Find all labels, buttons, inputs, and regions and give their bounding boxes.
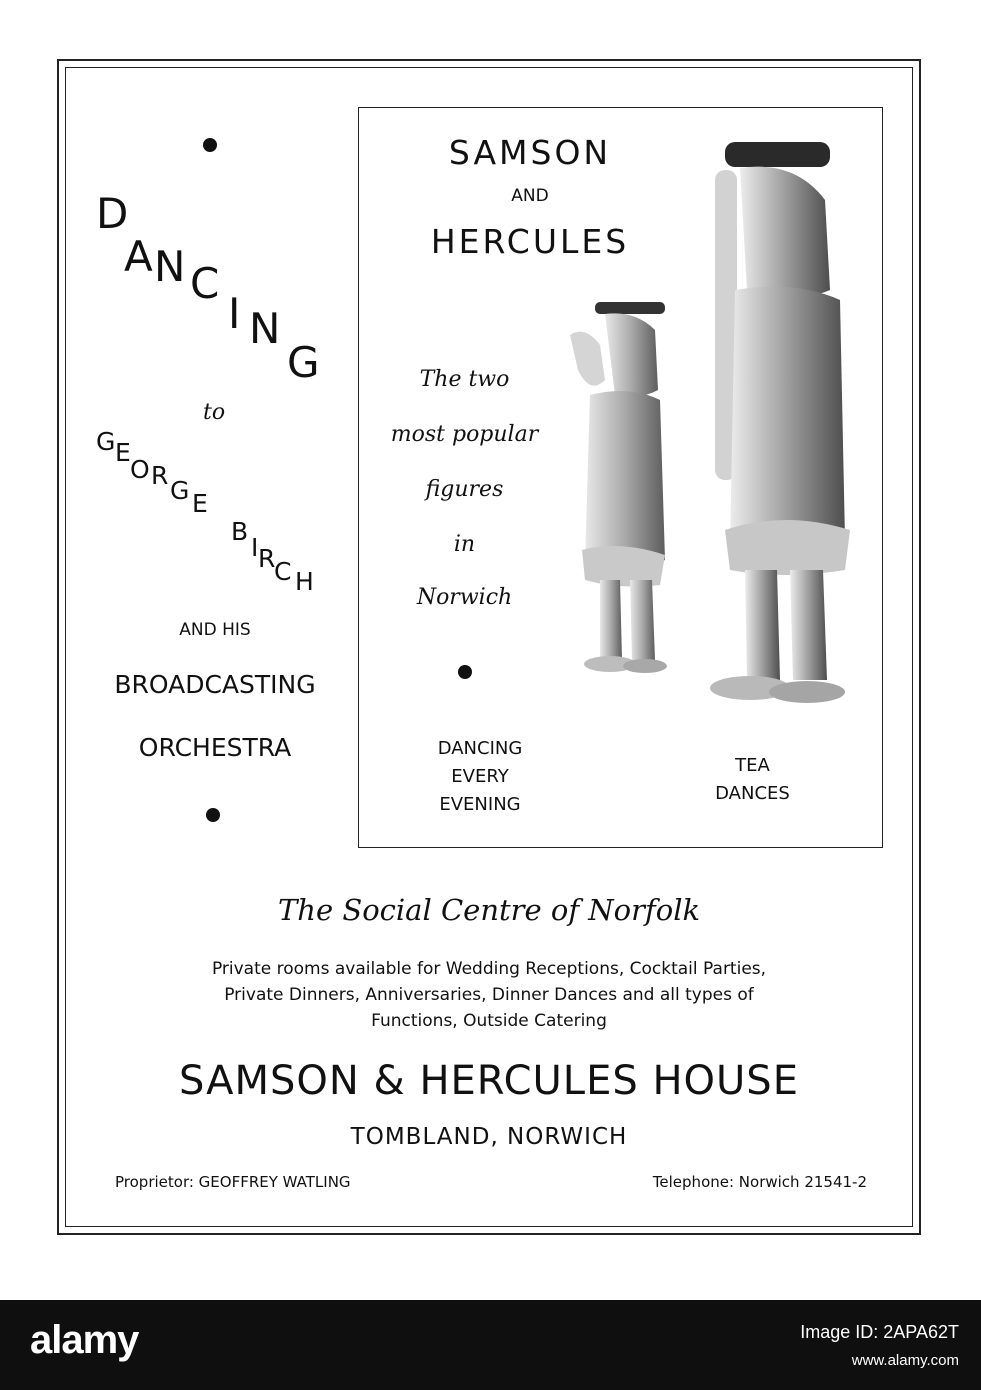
bullet-dot	[203, 138, 217, 152]
to-label: to	[203, 400, 226, 425]
dancing-letter: N	[154, 242, 186, 291]
bullet-dot	[458, 665, 472, 679]
alamy-logo: alamy	[30, 1318, 139, 1362]
dancing-letter: I	[228, 289, 241, 338]
house-name: SAMSON & HERCULES HOUSE	[179, 1058, 799, 1104]
george-letter: G	[170, 476, 190, 505]
dancing-letter: G	[287, 338, 320, 387]
and-his-label: AND HIS	[179, 620, 251, 640]
george-letter: E	[115, 438, 131, 467]
tea-dances-line: TEA	[735, 755, 770, 776]
dancing-every-evening-line: EVERY	[451, 766, 509, 787]
birch-letter: B	[231, 517, 249, 546]
box-title-and: AND	[511, 186, 549, 206]
telephone: Telephone: Norwich 21541-2	[652, 1173, 867, 1191]
box-title-hercules: HERCULES	[430, 222, 630, 261]
george-letter: R	[151, 461, 169, 490]
address: TOMBLAND, NORWICH	[350, 1124, 628, 1150]
george-letter: E	[192, 489, 208, 518]
tagline-line: in	[453, 532, 476, 557]
tagline-line: most popular	[390, 422, 539, 447]
dancing-letter: C	[190, 259, 220, 308]
site-url: www.alamy.com	[851, 1352, 959, 1369]
image-id: Image ID: 2APA62T	[800, 1322, 959, 1342]
samson-statue-image	[560, 300, 680, 675]
tagline-line: Norwich	[416, 585, 513, 610]
body-line: Functions, Outside Catering	[371, 1011, 607, 1031]
box-title-samson: SAMSON	[448, 133, 612, 172]
tea-dances-line: DANCES	[715, 783, 790, 804]
dancing-letter: N	[249, 304, 281, 353]
dancing-letter: A	[124, 232, 153, 281]
dancing-every-evening-line: DANCING	[437, 738, 523, 759]
george-letter: O	[130, 455, 150, 484]
tagline-line: figures	[425, 477, 504, 502]
hercules-statue-image	[685, 140, 860, 710]
watermark-bar	[0, 1300, 981, 1390]
dancing-every-evening-line: EVENING	[439, 794, 521, 815]
birch-letter: C	[274, 557, 292, 586]
dancing-letter: D	[96, 189, 129, 238]
birch-letter: H	[295, 567, 314, 596]
bullet-dot	[206, 808, 220, 822]
orchestra-label: ORCHESTRA	[138, 733, 292, 762]
proprietor: Proprietor: GEOFFREY WATLING	[115, 1173, 351, 1191]
birch-letter: R	[258, 544, 276, 573]
tagline-line: The two	[419, 367, 510, 392]
broadcasting-label: BROADCASTING	[114, 670, 316, 699]
body-line: Private Dinners, Anniversaries, Dinner Dances and all types of	[224, 985, 754, 1005]
subtitle: The Social Centre of Norfolk	[277, 893, 701, 927]
birch-letter: I	[251, 533, 259, 562]
george-letter: G	[96, 427, 116, 456]
body-line: Private rooms available for Wedding Receptions, Cocktail Parties,	[211, 959, 767, 979]
